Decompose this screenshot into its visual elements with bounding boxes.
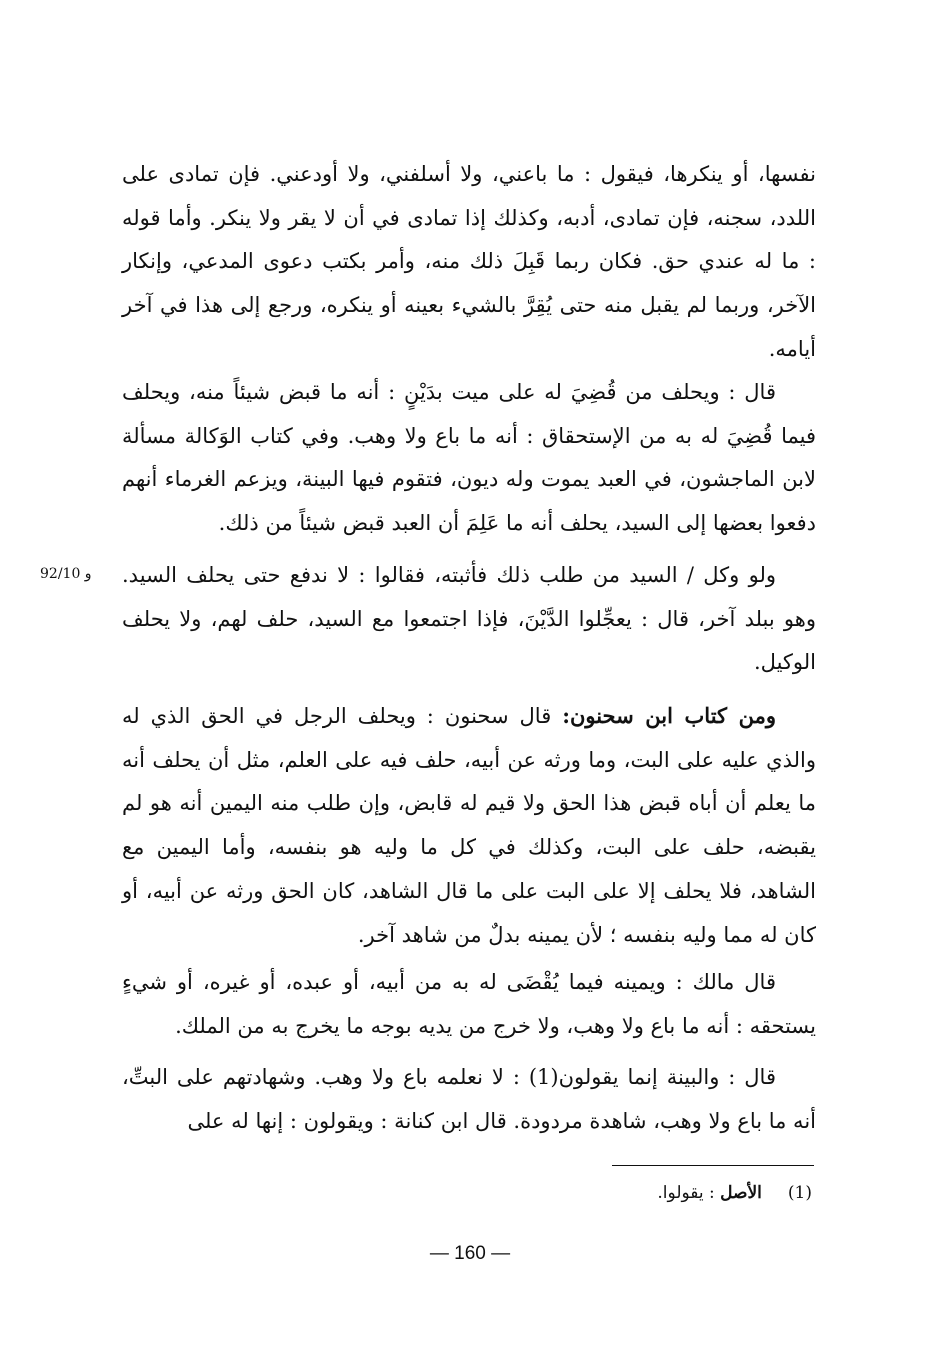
paragraph-4-body: قال سحنون : ويحلف الرجل في الحق الذي له والذي عليه على البت، وما ورثه عن أبيه، حلف فيه على العلم، مثل أن يحلف أنه ما يعلم أن أباه قبض هذا الحق ولا قيم له قابض، وإن طلب منه اليمين أنه هو لم يقبضه، حلف على البت، وكذلك في كل ما وليه هو بنفسه، وأما اليمين مع الشاهد، فلا يحلف إلا على البت على ما قال الشاهد، كان الحق ورثه عن أبيه، أو كان له مما وليه بنفسه ؛ لأن يمينه بدلٌ من شاهد آخر. xyxy=(122,704,816,947)
paragraph-5 xyxy=(122,961,816,1048)
paragraph-6 xyxy=(122,1056,816,1143)
footnote-label: الأصل xyxy=(720,1183,762,1203)
footnote-divider xyxy=(612,1165,814,1166)
paragraph-6-text: قال : والبينة إنما يقولون(1) : لا نعلمه باع ولا وهب. وشهادتهم على البتِّ، أنه ما باع ولا وهب، شاهدة مردودة. قال ابن كنانة : ويقولون : إنها له على xyxy=(122,1065,816,1133)
paragraph-1-text: نفسها، أو ينكرها، فيقول : ما باعني، ولا أسلفني، ولا أودعني. فإن تمادى على اللدد، سجنه، فإن تمادى، أدبه، وكذلك إذا تمادى في أن لا يقر ولا ينكر. وأما قوله : ما له عندي حق. فكان ربما قَبِلَ ذلك منه، وأمر بكتب دعوى المدعي، وإنكار الآخر، وربما لم يقبل منه حتى يُقِرَّ بالشيء بعينه أو ينكره، ورجع إلى هذا في آخر أيامه. xyxy=(122,162,816,361)
paragraph-2 xyxy=(122,371,816,546)
paragraph-5-text: قال مالك : ويمينه فيما يُقْضَى له به من أبيه، أو عبده، أو غيره، أو شيءٍ يستحقه : أنه ما باع ولا وهب، ولا خرج من يديه بوجه ما يخرج به من الملك. xyxy=(122,970,816,1038)
paragraph-3-text: ولو وكل / السيد من طلب ذلك فأثبته، فقالوا : لا ندفع حتى يحلف السيد. وهو ببلد آخر، قال : يعجِّلوا الدَّيْنَ، فإذا اجتمعوا مع السيد، حلف لهم، ولا يحلف الوكيل. xyxy=(122,563,816,675)
paragraph-1 xyxy=(122,153,816,372)
page-number: — 160 — xyxy=(429,1243,511,1264)
footnote-number: (1) xyxy=(787,1183,812,1203)
paragraph-2-text: قال : ويحلف من قُضِيَ له على ميت بدَيْنٍ : أنه ما قبض شيئاً منه، ويحلف فيما قُضِيَ له به من الإستحقاق : أنه ما باع ولا وهب. وفي كتاب الوَكالة مسألة لابن الماجشون، في العبد يموت وله ديون، فتقوم فيها البينة، ويزعم الغرماء أنهم دفعوا بعضها إلى السيد، يحلف أنه ما عَلِمَ أن العبد قبض شيئاً من ذلك. xyxy=(122,380,816,536)
paragraph-4 xyxy=(122,694,816,957)
paragraph-3 xyxy=(122,554,816,685)
footnote xyxy=(657,1180,812,1206)
paragraph-4-text xyxy=(122,694,816,957)
footnote-text: : يقولوا. xyxy=(657,1183,721,1203)
section-heading-ibn-sahnun: ومن كتاب ابن سحنون: xyxy=(562,703,776,728)
manuscript-folio-note: 92/10 و xyxy=(40,566,92,582)
